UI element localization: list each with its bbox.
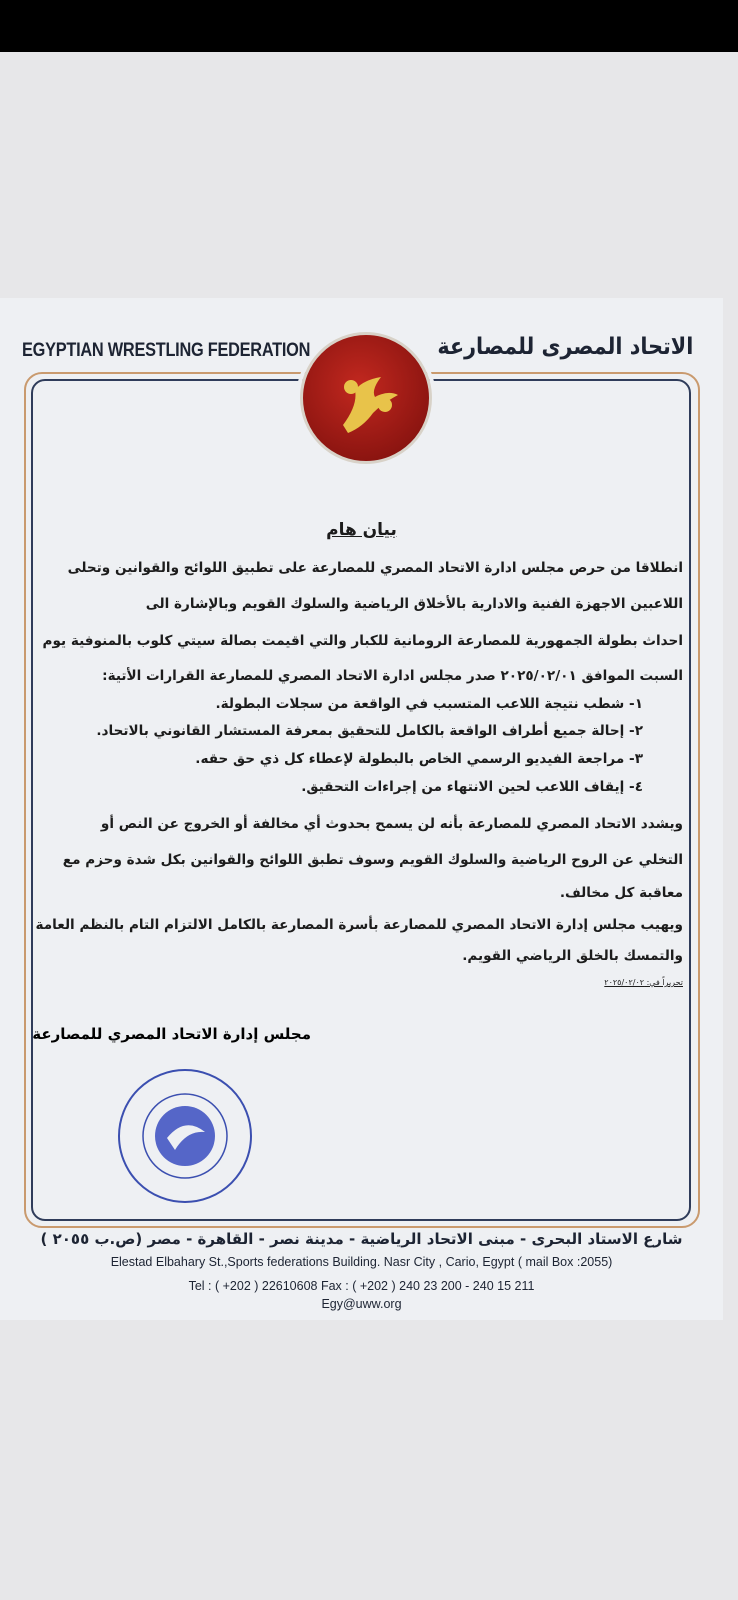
closing-line: ويهيب مجلس إدارة الاتحاد المصري للمصارعة بأسرة المصارعة بالكامل الالتزام التام بالنظم العامة [35, 917, 683, 933]
footer-address-arabic: شارع الاستاد البحرى - مبنى الاتحاد الرياضية - مدينة نصر - القاهرة - مصر (ص.ب ٢٠٥٥ ) [40, 1230, 683, 1248]
status-bar [0, 0, 738, 52]
intro-line: انطلاقا من حرص مجلس ادارة الاتحاد المصري للمصارعة على تطبيق اللوائح والقوانين وتحلى [67, 560, 683, 576]
footer-email: Egy@uww.org [321, 1297, 402, 1311]
document-image [0, 298, 723, 1320]
closing-line: ويشدد الاتحاد المصري للمصارعة بأنه لن يسمح بحدوث أي مخالفة أو الخروج عن النص أو [100, 816, 683, 832]
statement-date: تحريراً في: ٢٠٢٥/٠٢/٠٢ [604, 978, 683, 987]
signature-line: مجلس إدارة الاتحاد المصري للمصارعة [32, 1025, 311, 1043]
decision-item: ١- شطب نتيجة اللاعب المتسبب في الواقعة من سجلات البطولة. [215, 696, 643, 712]
intro-line: احداث بطولة الجمهورية للمصارعة الرومانية للكبار والتي اقيمت بصالة سيتي كلوب بالمنوفية يوم [42, 633, 683, 649]
federation-stamp-icon [115, 1066, 255, 1206]
statement-title: بيان هام [326, 520, 397, 540]
decision-item: ٤- إيقاف اللاعب لحين الانتهاء من إجراءات التحقيق. [301, 779, 643, 795]
decision-item: ٢- إحالة جميع أطراف الواقعة بالكامل للتحقيق بمعرفة المستشار القانوني بالاتحاد. [96, 723, 643, 739]
closing-line: معاقبة كل مخالف. [559, 885, 683, 901]
decision-item: ٣- مراجعة الفيديو الرسمي الخاص بالبطولة لإعطاء كل ذي حق حقه. [195, 751, 643, 767]
footer-address-english: Elestad Elbahary St.,Sports federations Building. Nasr City , Cario, Egypt ( mail Box :2055) [110, 1255, 613, 1269]
intro-line: السبت الموافق ٢٠٢٥/٠٢/٠١ صدر مجلس ادارة الاتحاد المصري للمصارعة القرارات الأتية: [102, 668, 683, 684]
federation-logo [300, 332, 432, 464]
letterhead-arabic-name: الاتحاد المصرى للمصارعة [437, 334, 693, 360]
wrestlers-logo-icon [303, 335, 429, 461]
footer-phone: Tel : ( +202 ) 22610608 Fax : ( +202 ) 240 23 200 - 240 15 211 [188, 1279, 535, 1293]
letterhead-english-name: EGYPTIAN WRESTLING FEDERATION [22, 340, 311, 361]
closing-line: والتمسك بالخلق الرياضي القويم. [462, 948, 683, 964]
intro-line: اللاعبين الاجهزة الفنية والادارية بالأخلاق الرياضية والسلوك القويم وبالإشارة الى [145, 596, 683, 612]
closing-line: التخلي عن الروح الرياضية والسلوك القويم وسوف تطبق اللوائح والقوانين بكل شدة وحزم مع [62, 852, 683, 868]
